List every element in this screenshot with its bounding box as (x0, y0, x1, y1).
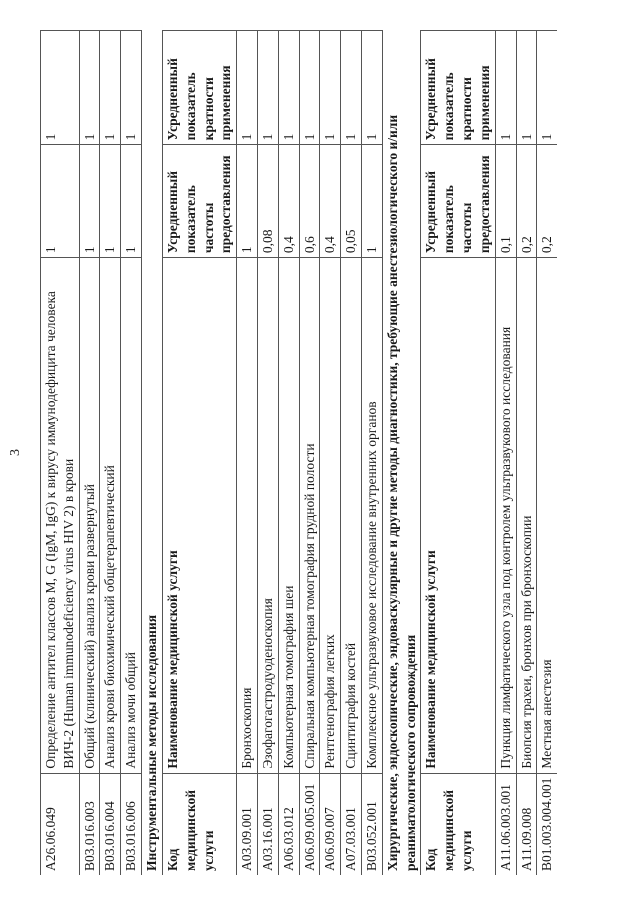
cell-mult: 1 (41, 31, 80, 145)
table-row (41, 31, 80, 876)
cell-mult: 1 (537, 31, 557, 145)
cell-name: Компьютерная томография шеи (278, 258, 299, 773)
cell-mult: 1 (320, 31, 341, 145)
page-number: 3 (8, 449, 23, 456)
header-code: Код медицинской услуги (421, 773, 495, 875)
header-name: Наименование медицинской услуги (162, 258, 236, 773)
cell-freq: 1 (79, 145, 100, 258)
header-freq: Усредненный показатель частоты предоставления (162, 145, 236, 258)
section-title-instrumental: Инструментальные методы исследования (142, 31, 163, 876)
cell-code: A06.09.005.001 (299, 773, 320, 875)
cell-code: B03.016.004 (100, 773, 121, 875)
cell-name: Эзофагогастродуоденоскопия (257, 258, 278, 773)
cell-code: A06.03.012 (278, 773, 299, 875)
section-title-row (382, 31, 421, 876)
cell-code: A11.09.008 (516, 773, 537, 875)
header-code: Код медицинской услуги (162, 773, 236, 875)
cell-mult: 1 (121, 31, 142, 145)
cell-mult: 1 (516, 31, 537, 145)
cell-freq: 1 (362, 145, 383, 258)
table-row (299, 31, 320, 876)
table-row (257, 31, 278, 876)
cell-name: Бронхоскопия (237, 258, 258, 773)
services-table (40, 30, 557, 875)
cell-name: Биопсия трахеи, бронхов при бронхоскопии (516, 258, 537, 773)
header-freq: Усредненный показатель частоты предоставления (421, 145, 495, 258)
table-row (495, 31, 516, 876)
table-row (341, 31, 362, 876)
cell-name: Общий (клинический) анализ крови развернутый (79, 258, 100, 773)
cell-mult: 1 (79, 31, 100, 145)
cell-name: Определение антител классов M, G (IgM, IgG) к вирусу иммунодефицита человека ВИЧ-2 (Human immunodeficiency virus HIV 2) в крови (41, 258, 80, 773)
cell-name: Комплексное ультразвуковое исследование внутренних органов (362, 258, 383, 773)
table-header-row (162, 31, 236, 876)
cell-code: B03.016.006 (121, 773, 142, 875)
cell-freq: 1 (100, 145, 121, 258)
cell-freq: 1 (41, 145, 80, 258)
table-header-row (421, 31, 495, 876)
cell-freq: 1 (121, 145, 142, 258)
cell-name: Рентгенография легких (320, 258, 341, 773)
section-title-row (142, 31, 163, 876)
cell-name: Пункция лимфатического узла под контролем ультразвукового исследования (495, 258, 516, 773)
cell-code: B01.003.004.001 (537, 773, 557, 875)
cell-mult: 1 (257, 31, 278, 145)
cell-name: Анализ крови биохимический общетерапевтический (100, 258, 121, 773)
cell-freq: 0,1 (495, 145, 516, 258)
cell-code: A11.06.003.001 (495, 773, 516, 875)
cell-code: A26.06.049 (41, 773, 80, 875)
table-row (537, 31, 557, 876)
cell-name: Сцинтиграфия костей (341, 258, 362, 773)
section-title-surgical: Хирургические, эндоскопические, эндоваскулярные и другие методы диагностики, требующие анестезиологического и/или реаниматологического сопровождения (382, 31, 421, 876)
cell-code: A06.09.007 (320, 773, 341, 875)
table-row (516, 31, 537, 876)
cell-mult: 1 (341, 31, 362, 145)
cell-name: Анализ мочи общий (121, 258, 142, 773)
header-name: Наименование медицинской услуги (421, 258, 495, 773)
cell-mult: 1 (299, 31, 320, 145)
cell-mult: 1 (362, 31, 383, 145)
table-row (79, 31, 100, 876)
cell-freq: 1 (237, 145, 258, 258)
cell-code: A03.16.001 (257, 773, 278, 875)
cell-freq: 0,08 (257, 145, 278, 258)
table-row (121, 31, 142, 876)
cell-name: Спиральная компьютерная томография грудной полости (299, 258, 320, 773)
cell-freq: 0,05 (341, 145, 362, 258)
header-mult: Усредненный показатель кратности применения (162, 31, 236, 145)
cell-name: Местная анестезия (537, 258, 557, 773)
cell-mult: 1 (495, 31, 516, 145)
cell-code: B03.052.001 (362, 773, 383, 875)
cell-code: B03.016.003 (79, 773, 100, 875)
table-row (278, 31, 299, 876)
cell-code: A07.03.001 (341, 773, 362, 875)
cell-mult: 1 (100, 31, 121, 145)
table-row (100, 31, 121, 876)
cell-freq: 0,4 (320, 145, 341, 258)
cell-freq: 0,2 (537, 145, 557, 258)
header-mult: Усредненный показатель кратности применения (421, 31, 495, 145)
cell-freq: 0,4 (278, 145, 299, 258)
cell-freq: 0,6 (299, 145, 320, 258)
cell-freq: 0,2 (516, 145, 537, 258)
cell-mult: 1 (278, 31, 299, 145)
cell-mult: 1 (237, 31, 258, 145)
table-row (320, 31, 341, 876)
table-row (237, 31, 258, 876)
table-row (362, 31, 383, 876)
cell-code: A03.09.001 (237, 773, 258, 875)
